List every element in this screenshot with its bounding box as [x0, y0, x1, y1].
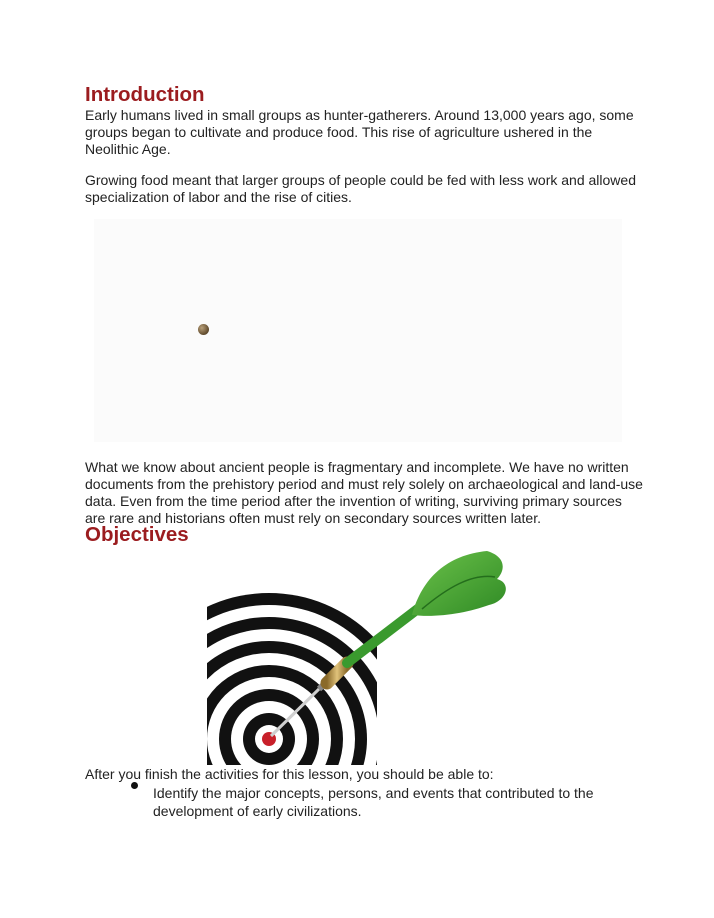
artifact-photo: [94, 219, 622, 442]
objective-item: Identify the major concepts, persons, and events that contributed to the development of early civilizations.: [153, 785, 594, 819]
bullet-icon: [131, 782, 138, 789]
intro-paragraph-1: Early humans lived in small groups as hunter-gatherers. Around 13,000 years ago, some groups began to cultivate and produce food. This rise of agriculture ushered in the Neolithic Age.: [85, 107, 634, 157]
dart-target-icon: [207, 543, 537, 768]
intro-paragraph-2: Growing food meant that larger groups of people could be fed with less work and allowed specialization of labor and the rise of cities.: [85, 172, 636, 205]
artifact-stone-icon: [198, 324, 209, 335]
intro-paragraph-3: What we know about ancient people is fragmentary and incomplete. We have no written documents from the prehistory period and must rely solely on archaeological and land-use data. Even from the time period after the invention of writing, surviving primary sources are rare and historians often must rely on secondary sources written later.: [85, 459, 643, 526]
objectives-heading: Objectives: [85, 523, 189, 546]
objectives-lead: After you finish the activities for this lesson, you should be able to:: [85, 766, 494, 782]
introduction-heading: Introduction: [85, 83, 205, 106]
